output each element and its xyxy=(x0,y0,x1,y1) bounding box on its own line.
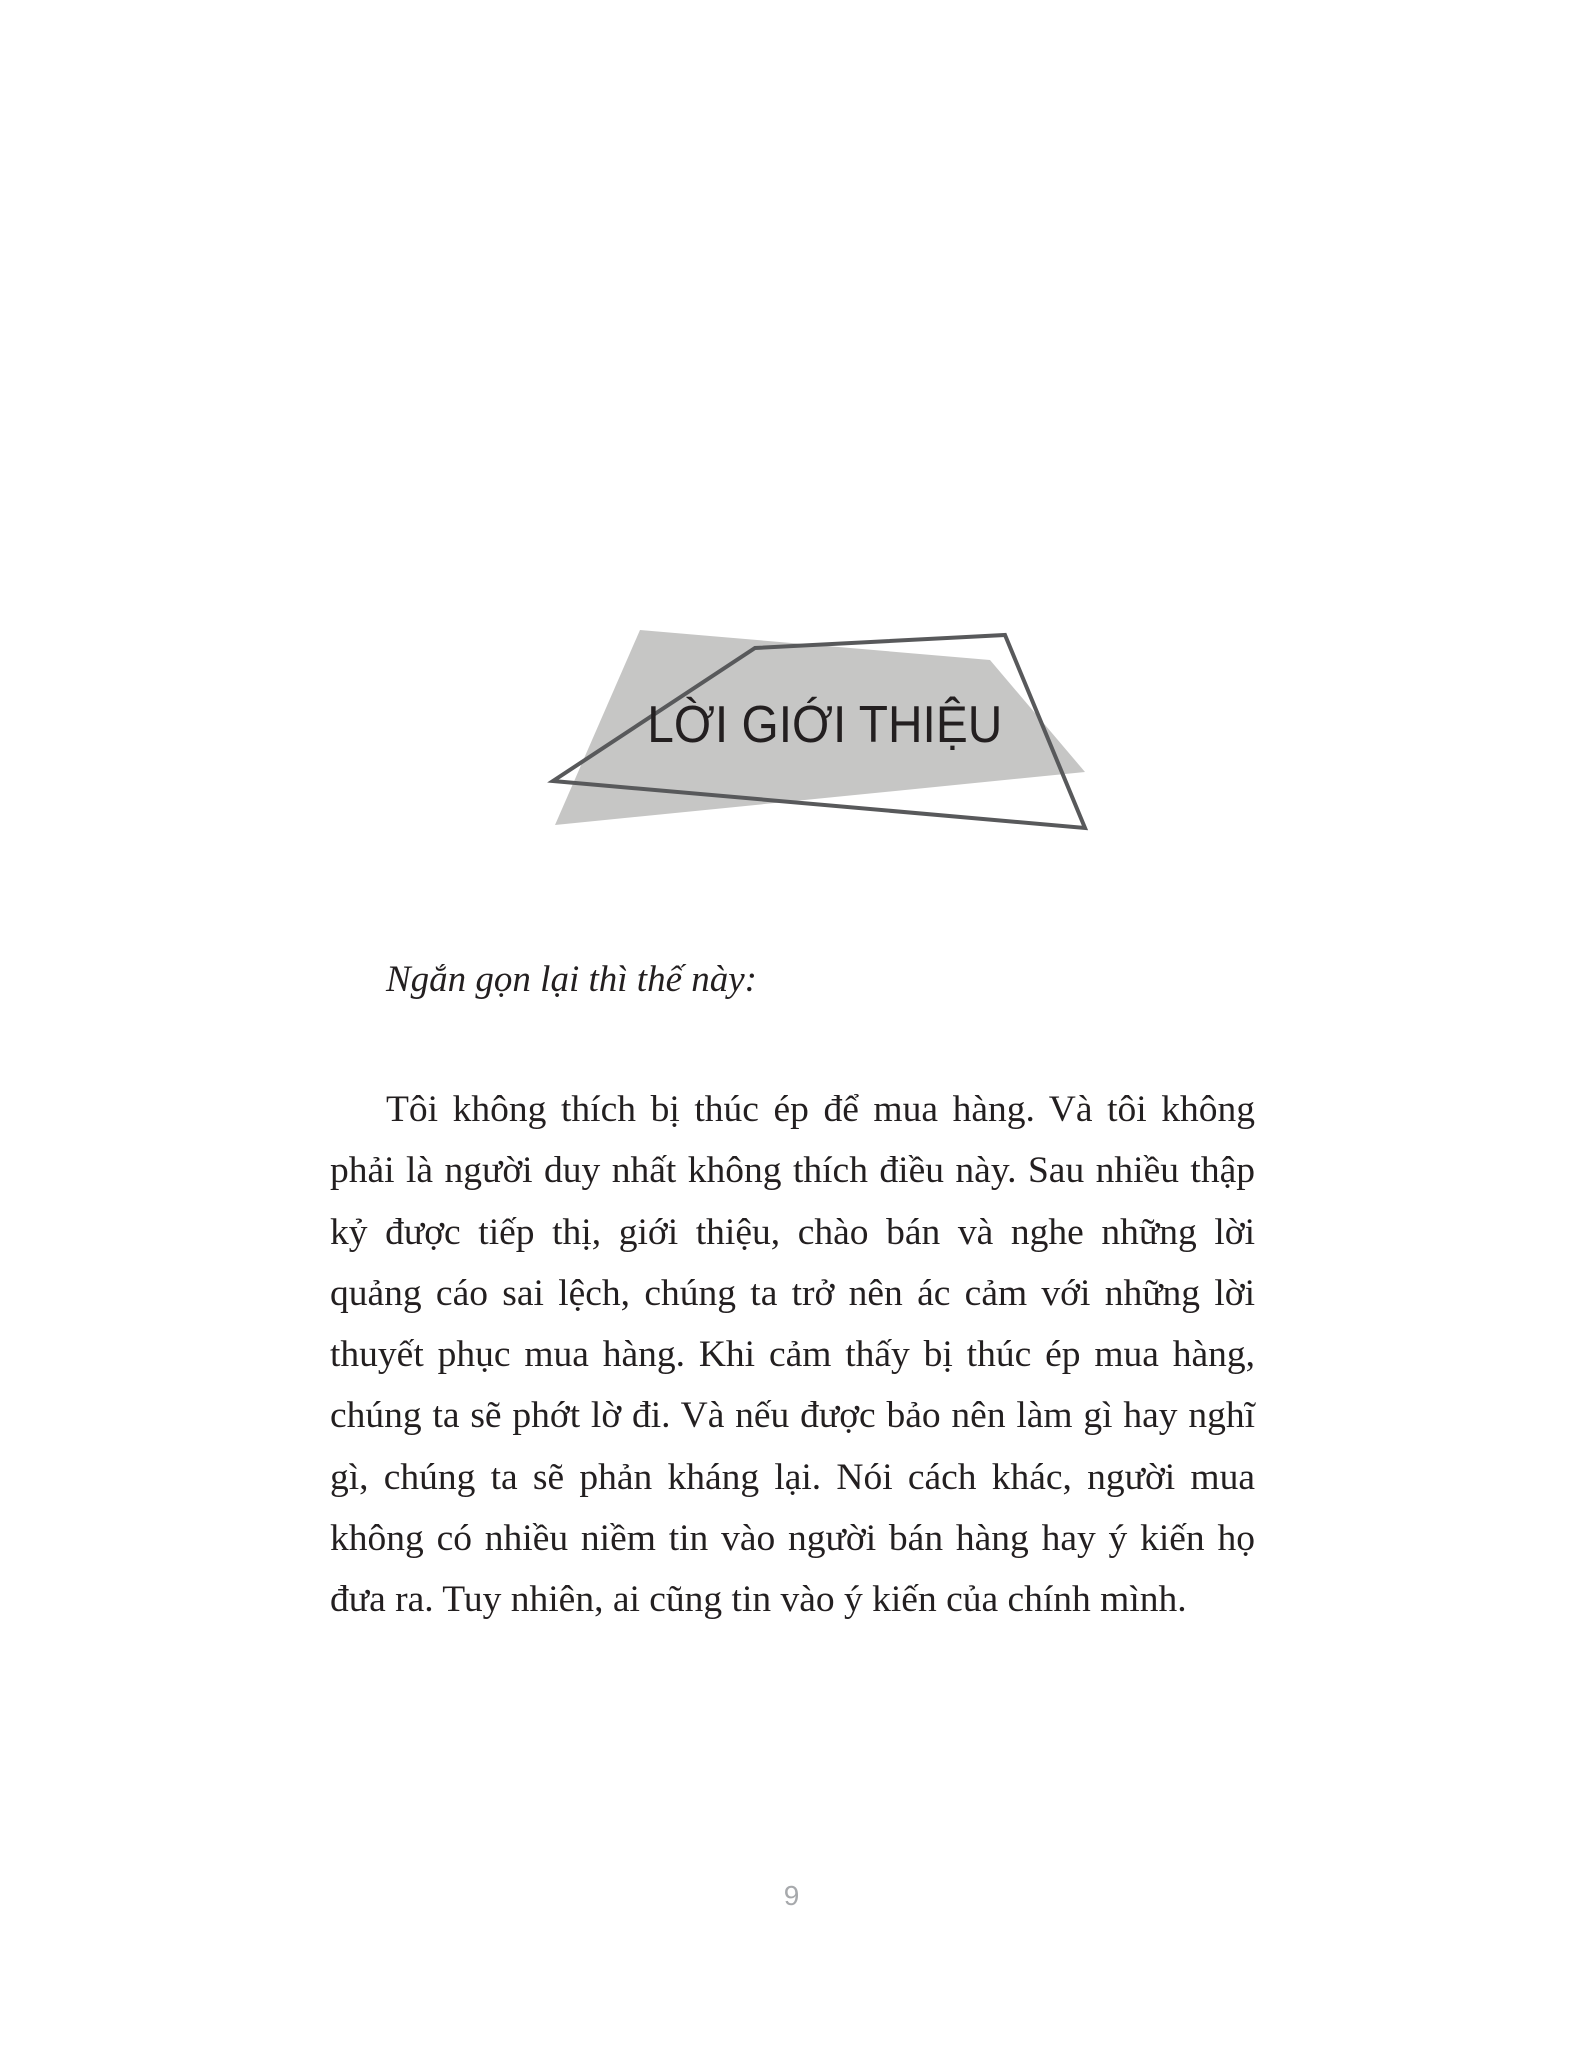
chapter-title: LỜI GIỚI THIỆU xyxy=(647,696,1003,754)
lead-paragraph: Ngắn gọn lại thì thế này: xyxy=(386,959,757,1000)
page-number: 9 xyxy=(783,1880,800,1911)
body-paragraph: Tôi không thích bị thúc ép để mua hàng. Và tôi không phải là người duy nhất không thích điều này. Sau nhiều thập kỷ được tiếp thị, giới thiệu, chào bán và nghe những lời quảng cáo sai lệch, chúng ta trở nên ác cảm với những lời thuyết phục mua hàng. Khi cảm thấy bị thúc ép mua hàng, chúng ta sẽ phớt lờ đi. Và nếu được bảo nên làm gì hay nghĩ gì, chúng ta sẽ phản kháng lại. Nói cách khác, người mua không có nhiều niềm tin vào người bán hàng hay ý kiến họ đưa ra. Tuy nhiên, ai cũng tin vào ý kiến của chính mình. xyxy=(330,1089,1255,1621)
